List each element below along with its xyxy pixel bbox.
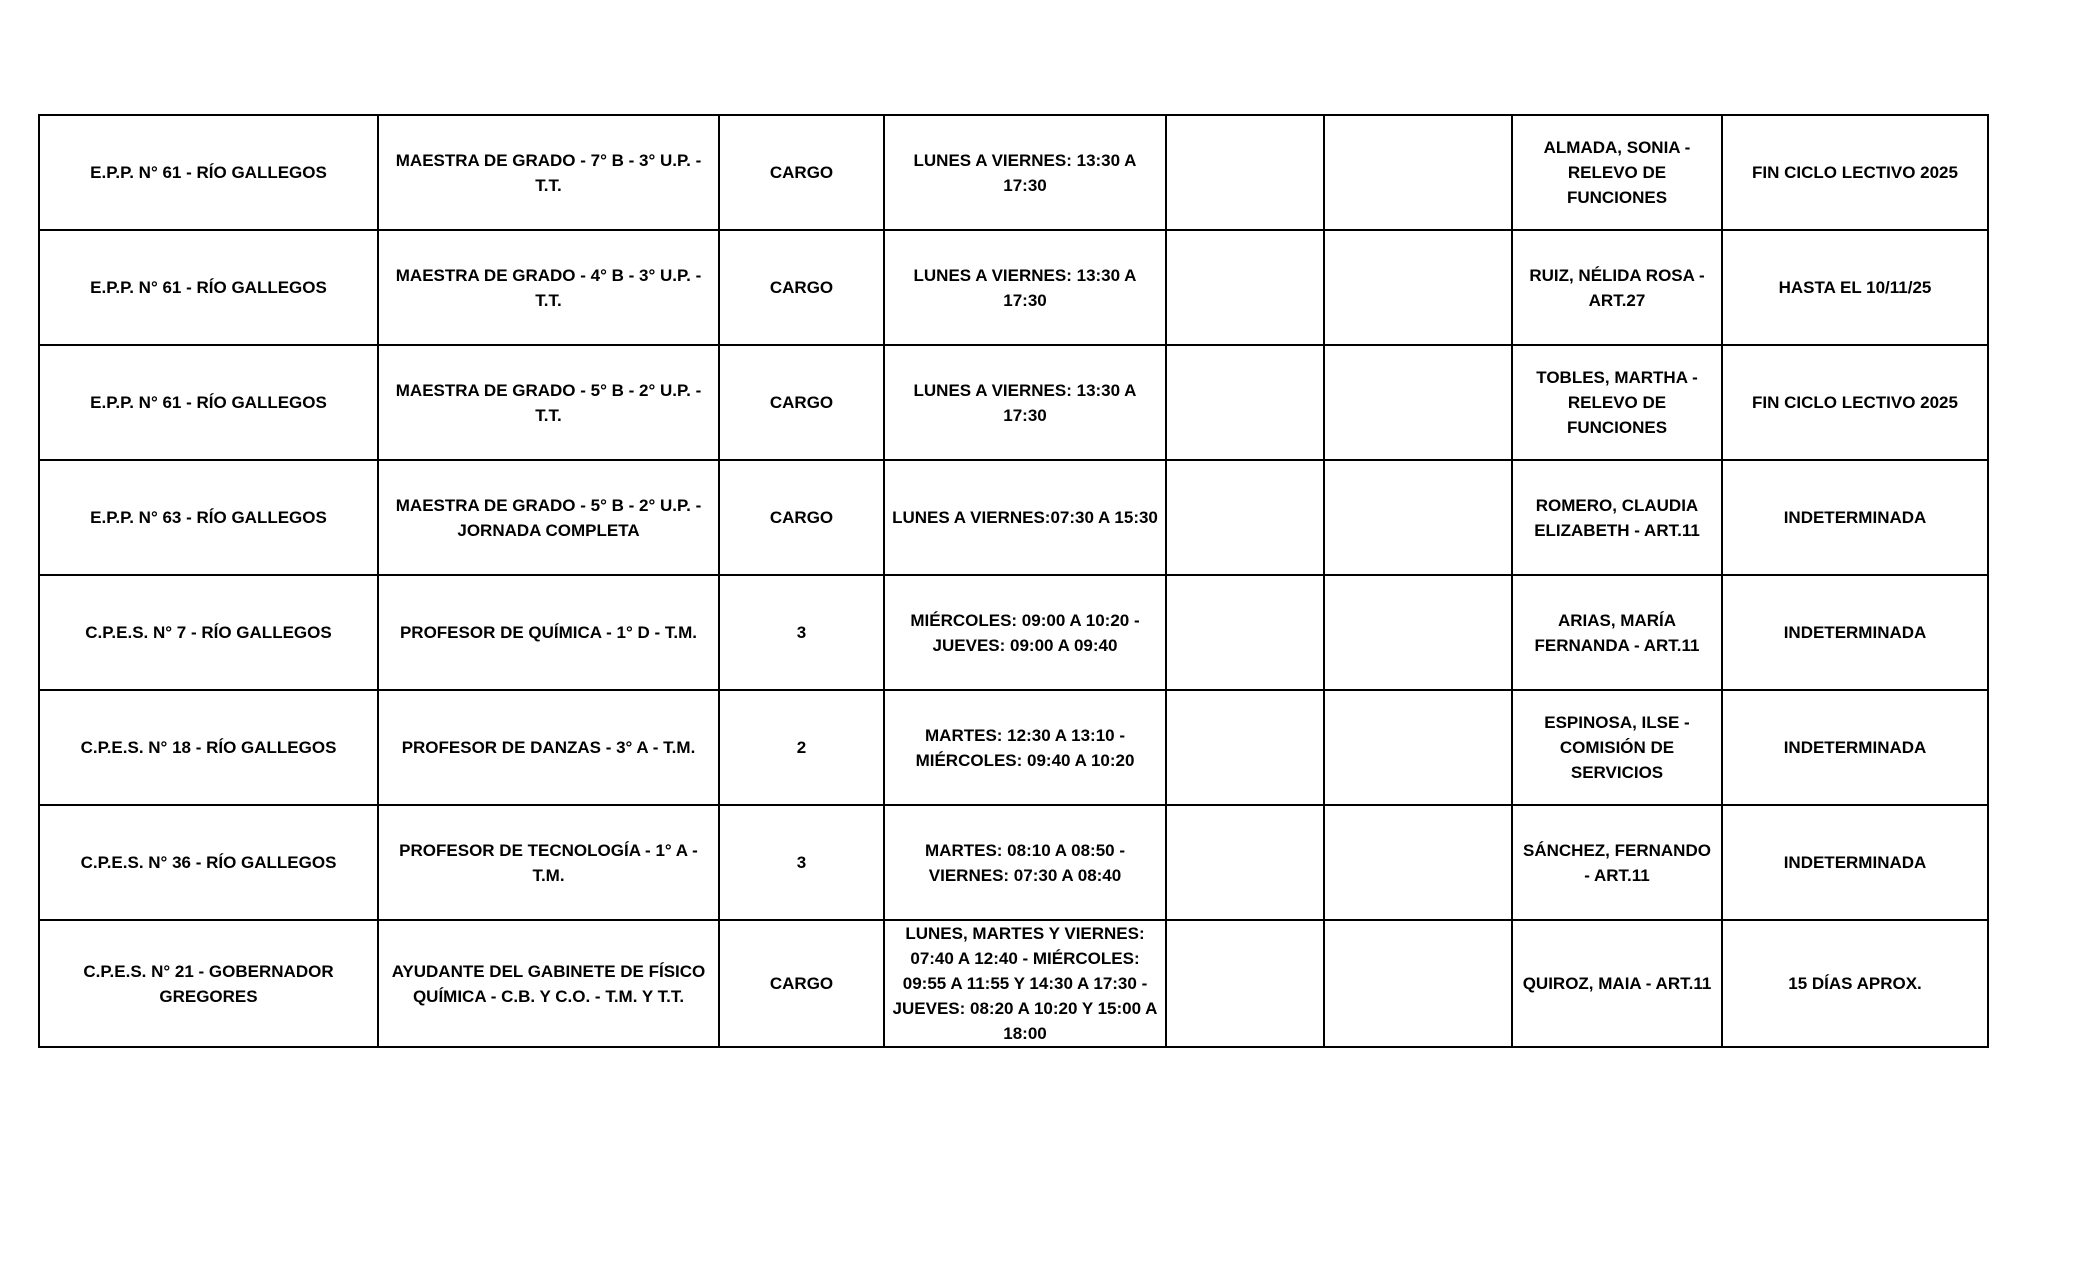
- cell-position: AYUDANTE DEL GABINETE DE FÍSICO QUÍMICA - C.B. Y C.O. - T.M. Y T.T.: [378, 920, 719, 1047]
- table-row: [39, 920, 1988, 1047]
- cell-duration: FIN CICLO LECTIVO 2025: [1722, 345, 1988, 460]
- cell-hours: CARGO: [719, 115, 884, 230]
- cell-schedule: LUNES A VIERNES:07:30 A 15:30: [884, 460, 1166, 575]
- table-row: [39, 805, 1988, 920]
- cell-school: C.P.E.S. N° 21 - GOBERNADOR GREGORES: [39, 920, 378, 1047]
- cell-holder: QUIROZ, MAIA - ART.11: [1512, 920, 1722, 1047]
- cell-holder: ROMERO, CLAUDIA ELIZABETH - ART.11: [1512, 460, 1722, 575]
- cell-empty-5: [1166, 920, 1324, 1047]
- table-row: [39, 575, 1988, 690]
- cell-duration: FIN CICLO LECTIVO 2025: [1722, 115, 1988, 230]
- cell-hours: CARGO: [719, 230, 884, 345]
- cell-holder: ARIAS, MARÍA FERNANDA - ART.11: [1512, 575, 1722, 690]
- cell-empty-5: [1166, 690, 1324, 805]
- cell-holder: RUIZ, NÉLIDA ROSA - ART.27: [1512, 230, 1722, 345]
- cell-empty-6: [1324, 230, 1512, 345]
- cell-schedule: MARTES: 08:10 A 08:50 - VIERNES: 07:30 A 08:40: [884, 805, 1166, 920]
- cell-duration: HASTA EL 10/11/25: [1722, 230, 1988, 345]
- cell-hours: CARGO: [719, 920, 884, 1047]
- cell-school: E.P.P. N° 63 - RÍO GALLEGOS: [39, 460, 378, 575]
- cell-duration: 15 DÍAS APROX.: [1722, 920, 1988, 1047]
- cell-empty-5: [1166, 805, 1324, 920]
- table-body: [39, 115, 1988, 1047]
- cell-duration: INDETERMINADA: [1722, 690, 1988, 805]
- cell-holder: ESPINOSA, ILSE - COMISIÓN DE SERVICIOS: [1512, 690, 1722, 805]
- cell-position: PROFESOR DE TECNOLOGÍA - 1° A - T.M.: [378, 805, 719, 920]
- cell-position: PROFESOR DE DANZAS - 3° A - T.M.: [378, 690, 719, 805]
- cell-position: MAESTRA DE GRADO - 5° B - 2° U.P. - T.T.: [378, 345, 719, 460]
- cell-schedule: LUNES, MARTES Y VIERNES: 07:40 A 12:40 - MIÉRCOLES: 09:55 A 11:55 Y 14:30 A 17:30 - JUEVES: 08:20 A 10:20 Y 15:00 A 18:00: [884, 920, 1166, 1047]
- cell-empty-5: [1166, 345, 1324, 460]
- table-row: [39, 115, 1988, 230]
- cell-hours: CARGO: [719, 345, 884, 460]
- cell-empty-5: [1166, 575, 1324, 690]
- table-row: [39, 345, 1988, 460]
- cell-school: E.P.P. N° 61 - RÍO GALLEGOS: [39, 230, 378, 345]
- cell-hours: CARGO: [719, 460, 884, 575]
- cell-hours: 2: [719, 690, 884, 805]
- cell-school: C.P.E.S. N° 36 - RÍO GALLEGOS: [39, 805, 378, 920]
- cell-schedule: MARTES: 12:30 A 13:10 - MIÉRCOLES: 09:40 A 10:20: [884, 690, 1166, 805]
- cell-empty-5: [1166, 460, 1324, 575]
- cell-school: C.P.E.S. N° 7 - RÍO GALLEGOS: [39, 575, 378, 690]
- cell-empty-6: [1324, 115, 1512, 230]
- table-row: [39, 230, 1988, 345]
- cell-schedule: MIÉRCOLES: 09:00 A 10:20 - JUEVES: 09:00 A 09:40: [884, 575, 1166, 690]
- table-row: [39, 690, 1988, 805]
- cell-empty-6: [1324, 460, 1512, 575]
- cell-schedule: LUNES A VIERNES: 13:30 A 17:30: [884, 115, 1166, 230]
- cell-empty-6: [1324, 575, 1512, 690]
- cell-duration: INDETERMINADA: [1722, 805, 1988, 920]
- cell-empty-6: [1324, 920, 1512, 1047]
- cell-position: MAESTRA DE GRADO - 4° B - 3° U.P. - T.T.: [378, 230, 719, 345]
- cell-duration: INDETERMINADA: [1722, 575, 1988, 690]
- cell-hours: 3: [719, 575, 884, 690]
- cell-school: E.P.P. N° 61 - RÍO GALLEGOS: [39, 115, 378, 230]
- table-row: [39, 460, 1988, 575]
- cell-empty-6: [1324, 690, 1512, 805]
- cell-holder: SÁNCHEZ, FERNANDO - ART.11: [1512, 805, 1722, 920]
- cell-empty-5: [1166, 115, 1324, 230]
- cell-duration: INDETERMINADA: [1722, 460, 1988, 575]
- cell-empty-6: [1324, 805, 1512, 920]
- cell-position: MAESTRA DE GRADO - 7° B - 3° U.P. - T.T.: [378, 115, 719, 230]
- cell-holder: TOBLES, MARTHA - RELEVO DE FUNCIONES: [1512, 345, 1722, 460]
- cell-schedule: LUNES A VIERNES: 13:30 A 17:30: [884, 345, 1166, 460]
- cell-empty-5: [1166, 230, 1324, 345]
- cell-school: C.P.E.S. N° 18 - RÍO GALLEGOS: [39, 690, 378, 805]
- cell-empty-6: [1324, 345, 1512, 460]
- cell-schedule: LUNES A VIERNES: 13:30 A 17:30: [884, 230, 1166, 345]
- cell-school: E.P.P. N° 61 - RÍO GALLEGOS: [39, 345, 378, 460]
- vacancy-table: [38, 114, 1989, 1048]
- cell-position: MAESTRA DE GRADO - 5° B - 2° U.P. - JORNADA COMPLETA: [378, 460, 719, 575]
- cell-holder: ALMADA, SONIA - RELEVO DE FUNCIONES: [1512, 115, 1722, 230]
- cell-hours: 3: [719, 805, 884, 920]
- cell-position: PROFESOR DE QUÍMICA - 1° D - T.M.: [378, 575, 719, 690]
